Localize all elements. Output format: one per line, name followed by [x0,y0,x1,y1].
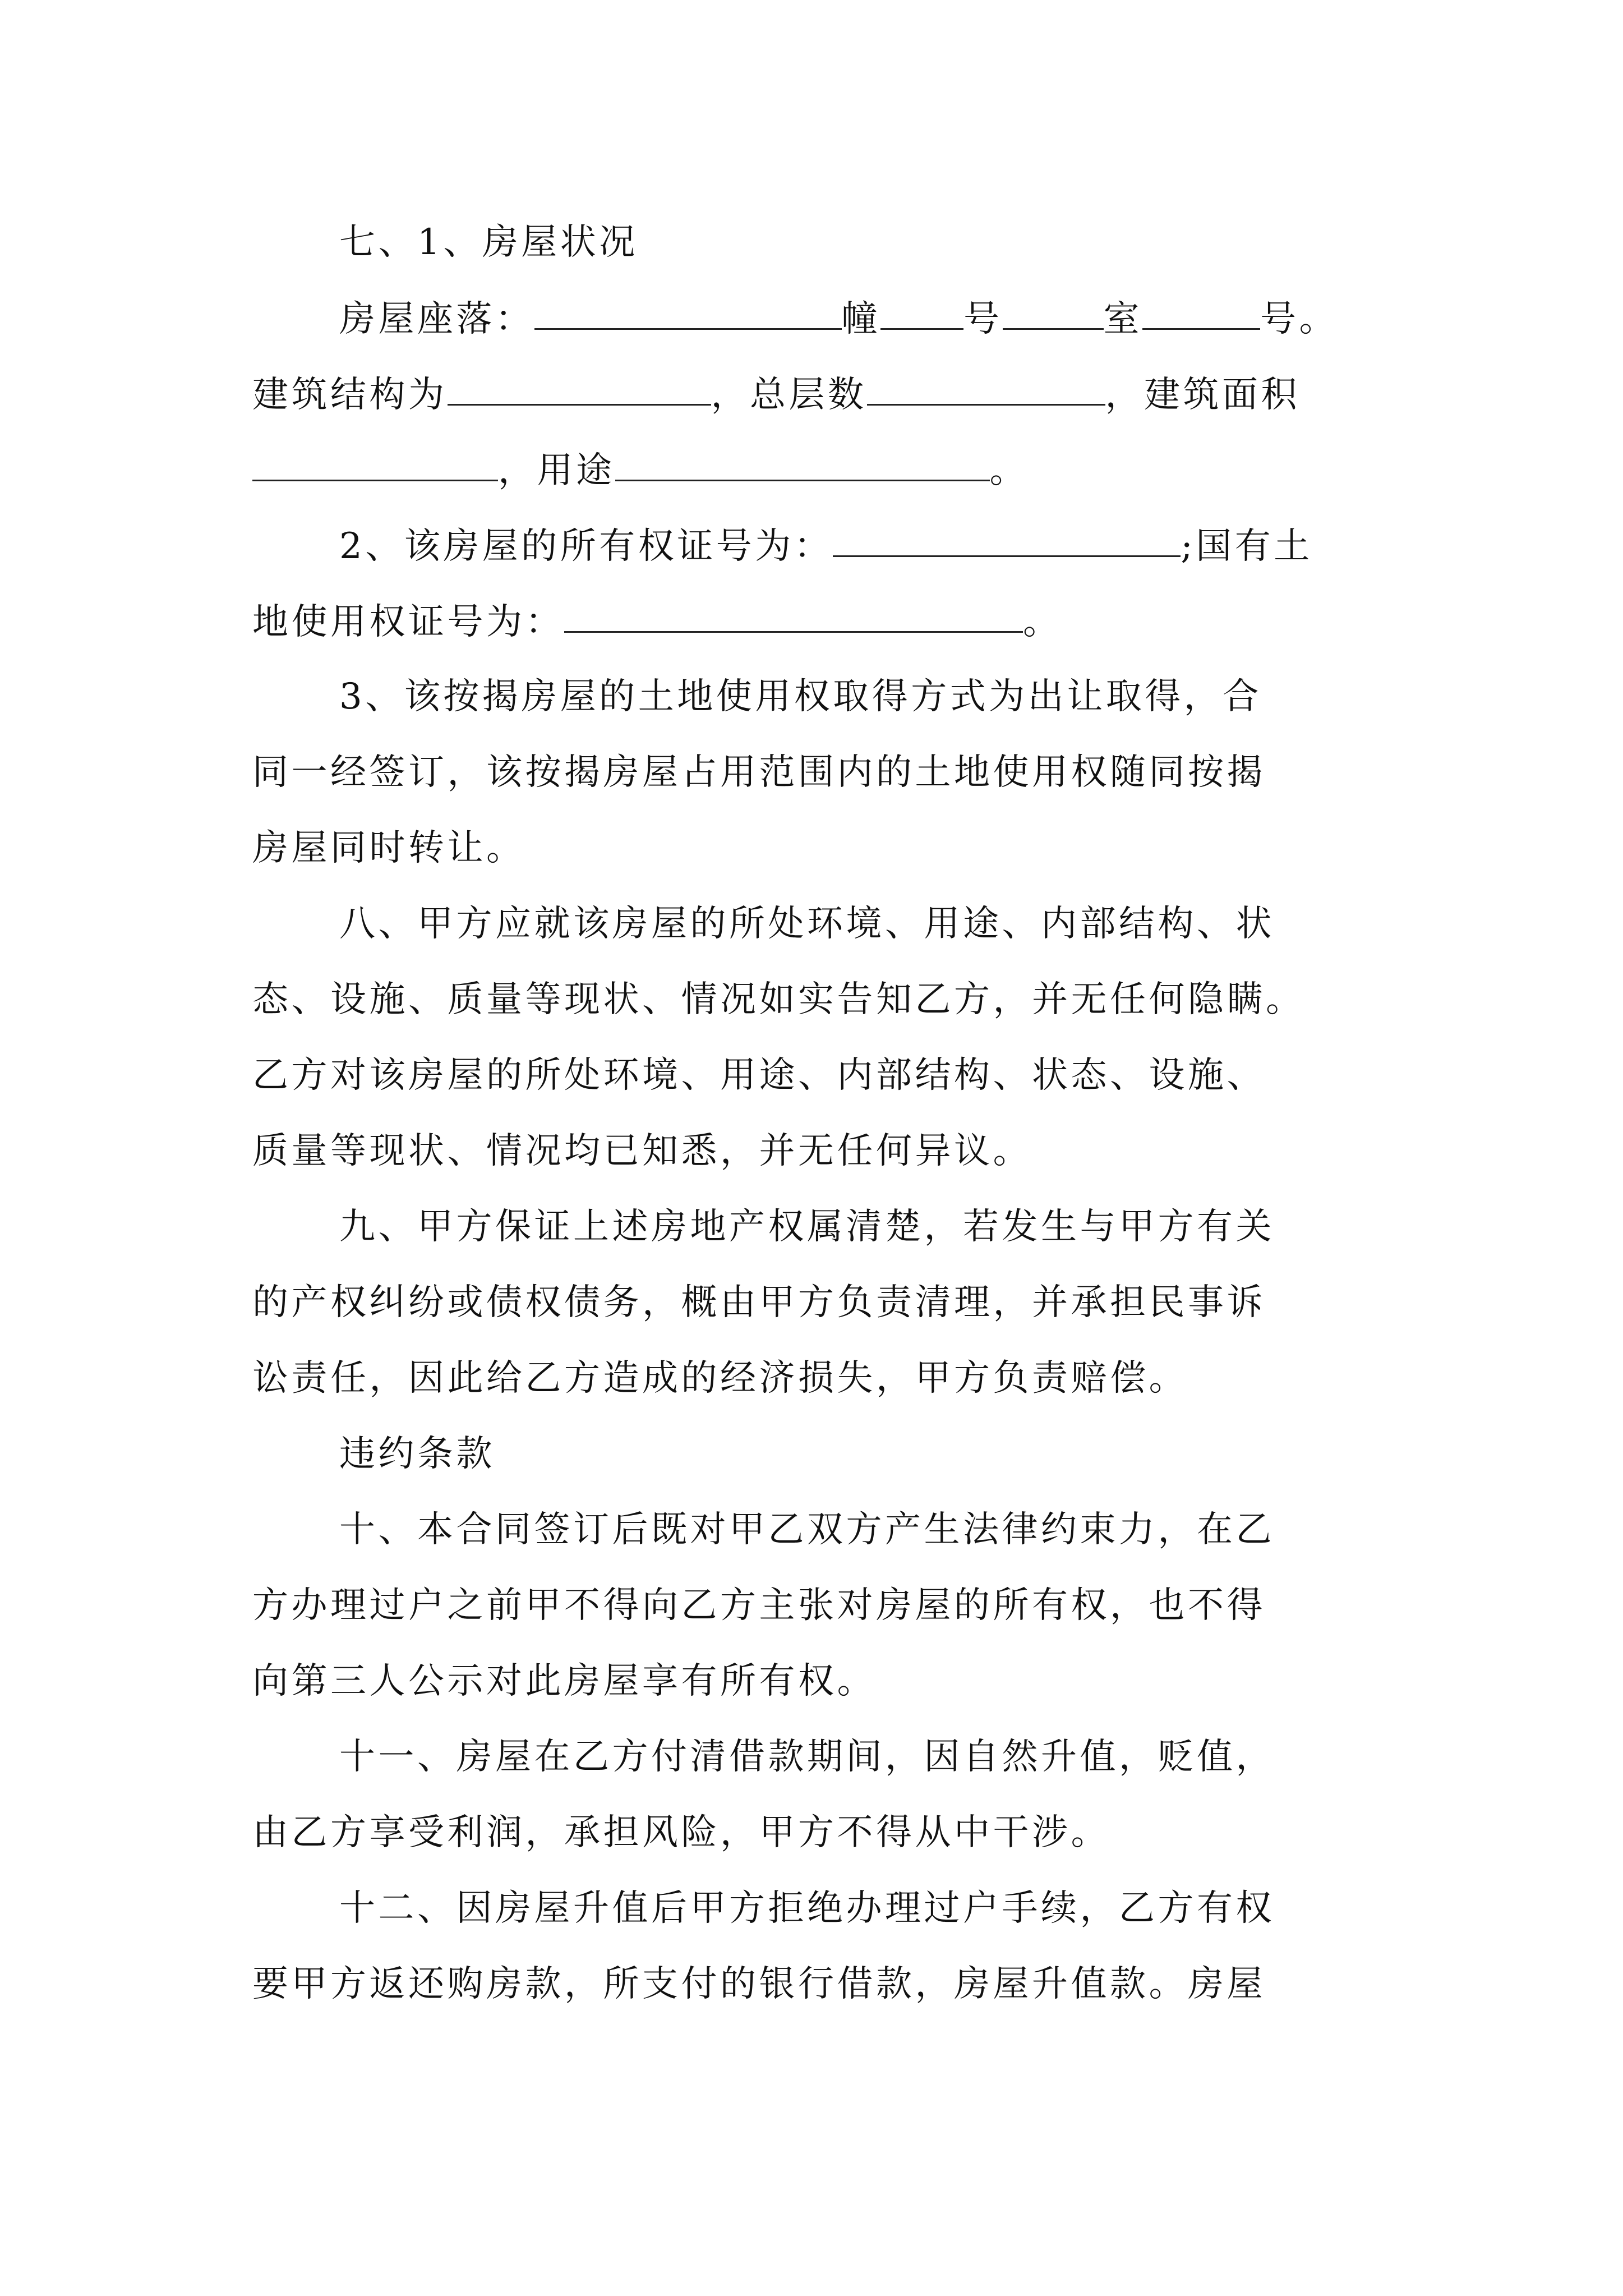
section-8-line-3: 乙方对该房屋的所处环境、用途、内部结构、状态、设施、 [252,1055,1266,1096]
floors-label: ，总层数 [711,374,867,416]
section-9-line-2: 的产权纠纷或债权债务，概由甲方负责清理，并承担民事诉 [252,1282,1266,1323]
unit-blank [1003,295,1104,330]
building-number-blank [880,295,963,330]
area-blank [252,446,498,481]
section-8-line-1: 八、甲方应就该房屋的所处环境、用途、内部结构、状 [339,903,1275,945]
section-9-line-3: 讼责任，因此给乙方造成的经济损失，甲方负责赔偿。 [252,1358,1188,1399]
ownership-label: 2、该房屋的所有权证号为： [339,526,833,567]
location-end: 号。 [1260,298,1338,340]
number-label: 号 [963,298,1003,340]
section-7-3-line-3: 房屋同时转让。 [252,827,525,869]
location-line [339,295,1338,343]
ownership-cert-blank [833,522,1181,557]
land-cert-blank [564,597,1023,633]
structure-line [252,370,1300,418]
section-12-line-2: 要甲方返还购房款，所支付的银行借款，房屋升值款。房屋 [252,1963,1266,2005]
section-9-line-1: 九、甲方保证上述房地产权属清楚，若发生与甲方有关 [339,1206,1275,1248]
section-7-heading: 七、1、房屋状况 [339,222,638,263]
breach-heading: 违约条款 [339,1433,495,1475]
floors-blank [867,370,1105,406]
section-7-3-line-1: 3、该按揭房屋的土地使用权取得方式为出让取得，合 [339,676,1262,717]
ownership-line [339,522,1313,570]
section-12-line-1: 十二、因房屋升值后甲方拒绝办理过户手续，乙方有权 [339,1888,1275,1929]
building-label: 幢 [841,298,880,340]
location-blank [534,295,842,330]
section-8-line-2: 态、设施、质量等现状、情况如实告知乙方，并无任何隐瞒。 [252,979,1305,1020]
room-label: 室 [1103,298,1142,340]
land-label: ;国有土 [1181,526,1313,567]
usage-end: 。 [989,450,1029,491]
land-cert-line [252,597,1062,646]
section-8-line-4: 质量等现状、情况均已知悉，并无任何异议。 [252,1130,1032,1172]
structure-label: 建筑结构为 [252,374,448,416]
area-label: ，建筑面积 [1105,374,1300,416]
section-10-line-1: 十、本合同签订后既对甲乙双方产生法律约束力，在乙 [339,1509,1275,1550]
usage-line [252,446,1029,494]
section-11-line-2: 由乙方享受利润，承担风险，甲方不得从中干涉。 [252,1812,1110,1853]
structure-blank [448,370,711,406]
location-label: 房屋座落： [339,298,534,340]
section-11-line-1: 十一、房屋在乙方付清借款期间，因自然升值，贬值， [339,1736,1275,1778]
land-cert-end: 。 [1023,601,1062,643]
section-10-line-2: 方办理过户之前甲不得向乙方主张对房屋的所有权，也不得 [252,1585,1266,1626]
usage-label: ，用途 [498,450,615,491]
usage-blank [615,446,990,481]
land-cert-label: 地使用权证号为： [252,601,564,643]
section-7-3-line-2: 同一经签订，该按揭房屋占用范围内的土地使用权随同按揭 [252,752,1266,793]
room-number-blank [1142,295,1260,330]
section-10-line-3: 向第三人公示对此房屋享有所有权。 [252,1660,876,1702]
